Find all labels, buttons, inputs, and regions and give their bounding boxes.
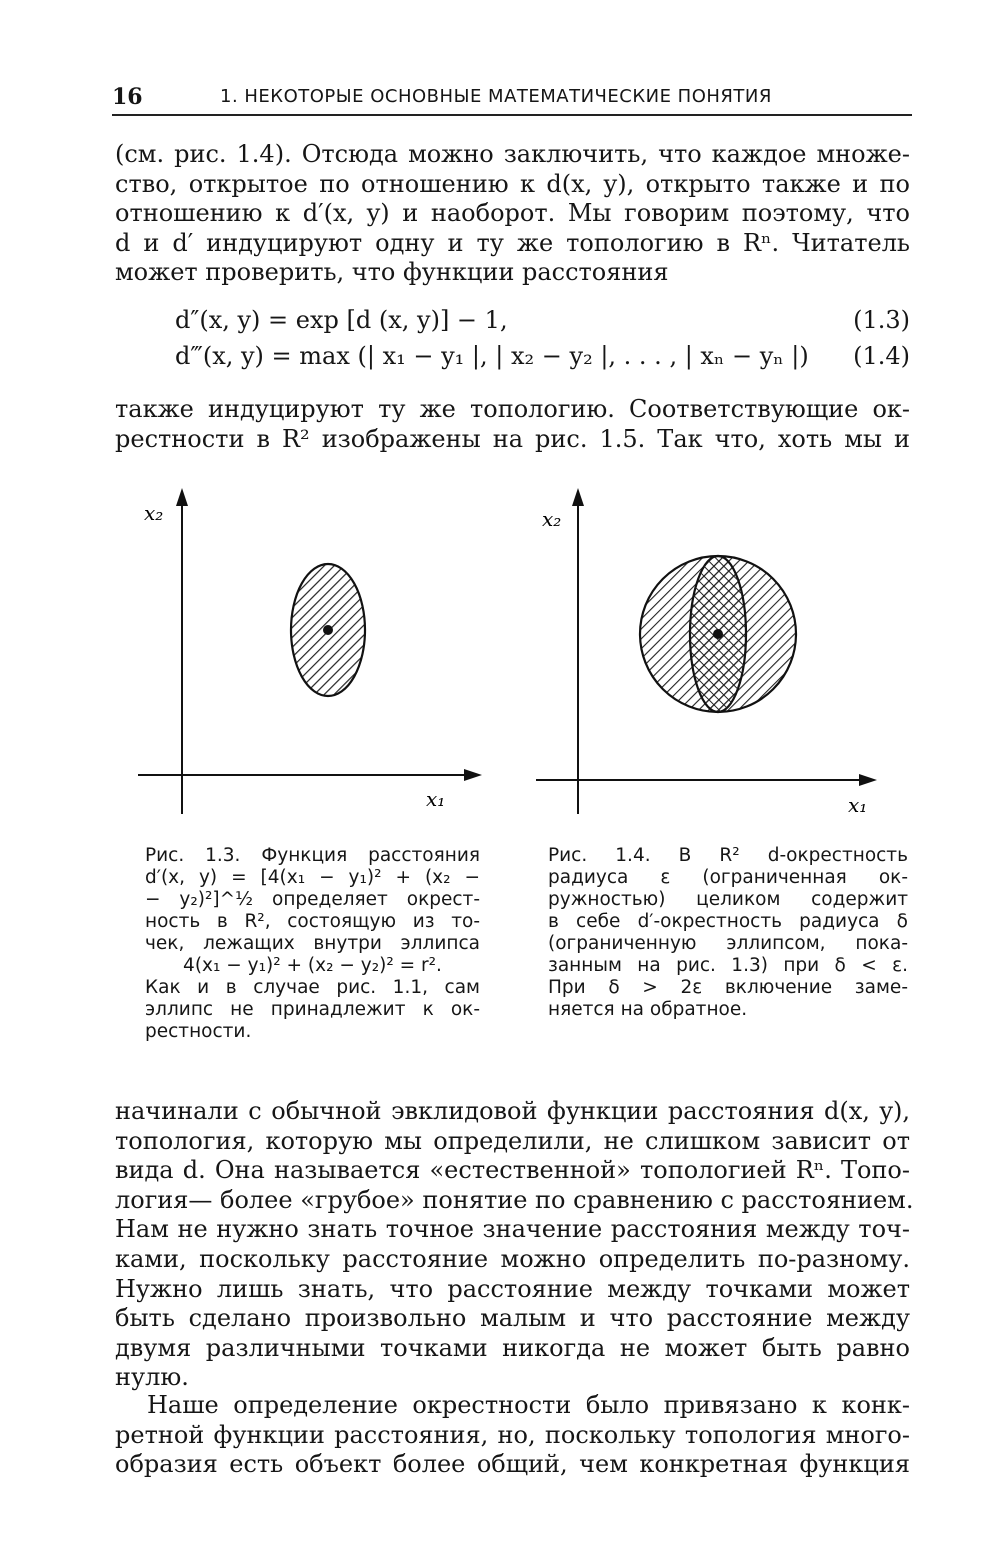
- caption-line: d′(x, y) = [4(x₁ − y₁)² + (x₂ −: [145, 867, 480, 888]
- caption-line: Рис. 1.3. Функция расстояния: [145, 845, 480, 866]
- y-axis-arrow: [572, 488, 584, 506]
- paragraph-3: [115, 1097, 914, 1393]
- text-line: может проверить, что функции расстояния: [115, 258, 669, 287]
- y-axis-arrow: [176, 488, 188, 506]
- caption-line: Как и в случае рис. 1.1, сам: [145, 977, 480, 998]
- caption-line: 4(x₁ − y₁)² + (x₂ − y₂)² = r².: [183, 955, 442, 976]
- caption-line: занным на рис. 1.3) при δ < ε.: [548, 955, 908, 976]
- figure-1-3-ellipse-neighborhood: [130, 482, 490, 842]
- x-axis-arrow: [464, 769, 482, 781]
- text-line: нулю.: [115, 1363, 189, 1392]
- text-line: начинали с обычной эвклидовой функции расстояния d(x, y),: [115, 1097, 910, 1125]
- y-axis-label: x₂: [542, 507, 562, 531]
- text-line: ретной функции расстояния, но, поскольку топология много-: [115, 1420, 910, 1449]
- equation-expression: d‴(x, y) = max (| x₁ − y₁ |, | x₂ − y₂ |, . . . , | xₙ − yₙ |): [175, 342, 809, 370]
- paragraph-2: [115, 395, 910, 454]
- paragraph-1: [115, 140, 910, 288]
- caption-line: радиуса ε (ограниченная ок-: [548, 867, 908, 888]
- text-line: рестности в R² изображены на рис. 1.5. Так что, хоть мы и: [115, 424, 910, 453]
- paragraph-4: [115, 1391, 910, 1480]
- page-header: [112, 84, 912, 116]
- figure-1-4-circle-and-ellipse: [530, 482, 910, 842]
- text-line: быть сделано произвольно малым и что расстояние между: [115, 1304, 910, 1333]
- text-line: ками, поскольку расстояние можно определить по-разному.: [115, 1244, 910, 1273]
- text-line: образия есть объект более общий, чем конкретная функция: [115, 1450, 910, 1479]
- caption-line: ружностью) целиком содержит: [548, 889, 908, 910]
- caption-line: рестности.: [145, 1021, 252, 1042]
- x-axis-arrow: [859, 774, 877, 786]
- center-point: [713, 629, 723, 639]
- text-line: двумя различными точками никогда не может быть равно: [115, 1333, 910, 1362]
- caption-line: эллипс не принадлежит к ок-: [145, 999, 480, 1020]
- caption-line: няется на обратное.: [548, 999, 748, 1020]
- caption-figure-1-3: [145, 845, 480, 1043]
- equation-1-3: [175, 306, 910, 336]
- caption-line: Рис. 1.4. В R² d-окрестность: [548, 845, 908, 866]
- text-line: Нужно лишь знать, что расстояние между точками может: [115, 1274, 910, 1303]
- text-line: d и d′ индуцируют одну и ту же топологию в Rⁿ. Читатель: [115, 228, 910, 257]
- text-line: вида d. Она называется «естественной» топологией Rⁿ. Топо-: [115, 1156, 910, 1185]
- caption-line: При δ > 2ε включение заме-: [548, 977, 908, 998]
- text-line: также индуцируют ту же топологию. Соответствующие ок-: [115, 395, 910, 423]
- x-axis-label: x₁: [426, 787, 446, 811]
- equation-expression: d″(x, y) = exp [d (x, y)] − 1,: [175, 306, 508, 334]
- caption-line: чек, лежащих внутри эллипса: [145, 933, 480, 954]
- text-line: Нам не нужно знать точное значение расстояния между точ-: [115, 1215, 910, 1244]
- text-line: отношению к d′(x, y) и наоборот. Мы говорим поэтому, что: [115, 199, 910, 228]
- center-point: [323, 625, 333, 635]
- caption-line: ность в R², состоящую из то-: [145, 911, 480, 932]
- y-axis-label: x₂: [144, 501, 164, 525]
- x-axis-label: x₁: [848, 793, 868, 817]
- text-line: ство, открытое по отношению к d(x, y), открыто также и по: [115, 169, 910, 198]
- text-line: топология, которую мы определили, не слишком зависит от: [115, 1126, 910, 1155]
- caption-line: в себе d′-окрестность радиуса δ: [548, 911, 908, 932]
- running-title: 1. НЕКОТОРЫЕ ОСНОВНЫЕ МАТЕМАТИЧЕСКИЕ ПОНЯТИЯ: [220, 86, 772, 107]
- caption-figure-1-4: [548, 845, 908, 1021]
- caption-line: (ограниченную эллипсом, пока-: [548, 933, 908, 954]
- text-line: (см. рис. 1.4). Отсюда можно заключить, что каждое множе-: [115, 140, 910, 168]
- equation-1-4: [175, 342, 910, 372]
- equation-number: (1.3): [853, 306, 910, 334]
- caption-line: − y₂)²]^½ определяет окрест-: [145, 889, 480, 910]
- text-line: Наше определение окрестности было привязано к конк-: [147, 1391, 910, 1419]
- page-number: 16: [112, 84, 143, 110]
- equation-number: (1.4): [853, 342, 910, 370]
- text-line: логия— более «грубое» понятие по сравнению с расстоянием.: [115, 1185, 914, 1214]
